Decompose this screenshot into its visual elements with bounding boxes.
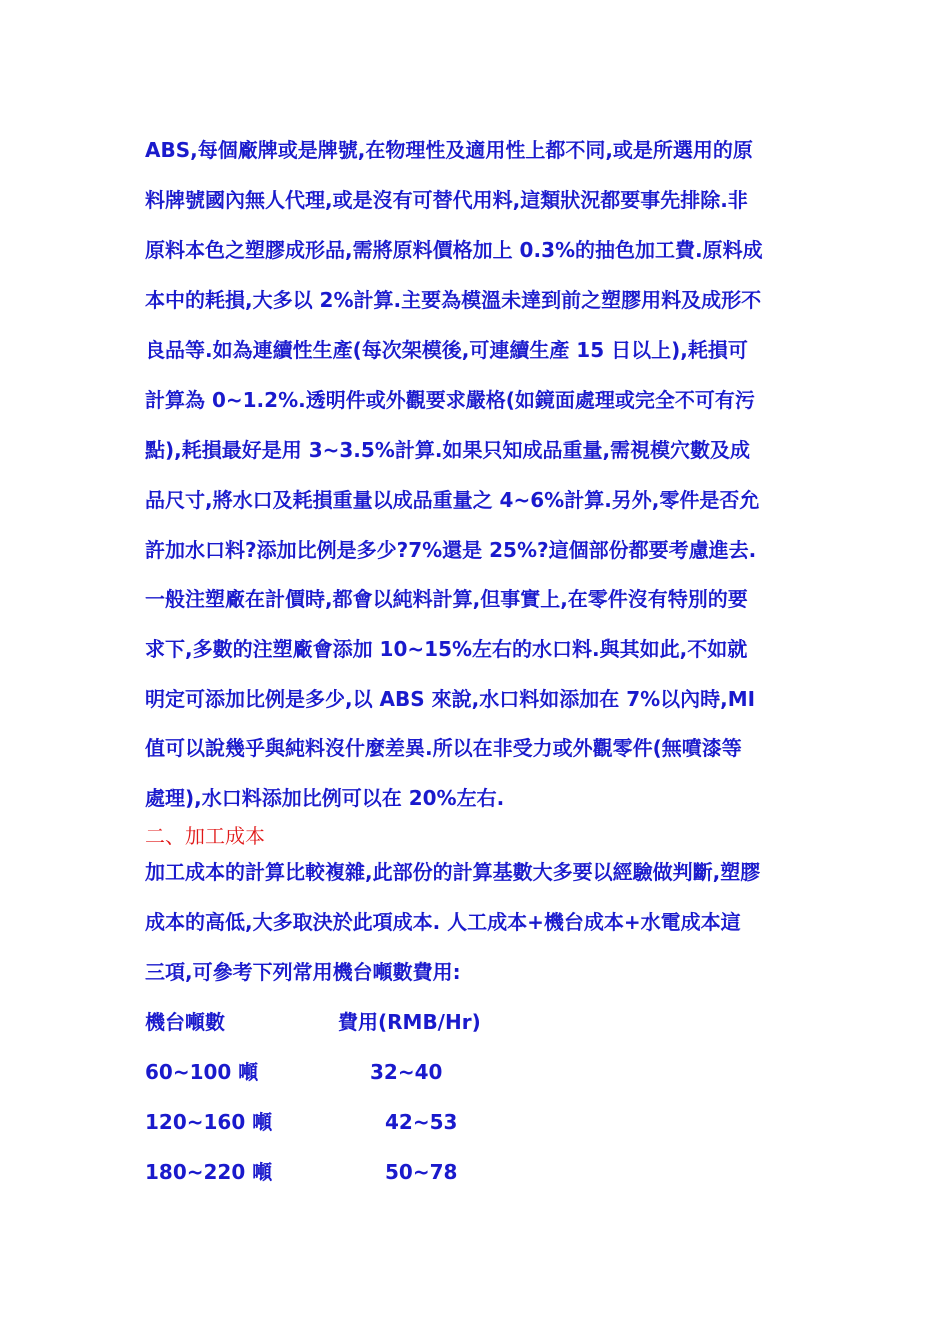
paragraph-1-line-8: 品尺寸,將水口及耗損重量以成品重量之 4~6%計算.另外,零件是否允 (145, 488, 760, 512)
paragraph-1-line-6: 計算為 0~1.2%.透明件或外觀要求嚴格(如鏡面處理或完全不可有污 (145, 388, 755, 412)
paragraph-1-line-12: 明定可添加比例是多少,以 ABS 來說,水口料如添加在 7%以內時,MI (145, 687, 756, 711)
table-header-cost: 費用(RMB/Hr) (338, 1010, 481, 1034)
table-row-3-cost: 50~78 (385, 1160, 458, 1184)
paragraph-1-line-14: 處理),水口料添加比例可以在 20%左右. (145, 786, 505, 810)
paragraph-1-line-7: 點),耗損最好是用 3~3.5%計算.如果只知成品重量,需視模穴數及成 (145, 438, 751, 462)
paragraph-1-line-4: 本中的耗損,大多以 2%計算.主要為模溫未達到前之塑膠用料及成形不 (145, 288, 762, 312)
table-row-2-cost: 42~53 (385, 1110, 458, 1134)
paragraph-2-line-1: 加工成本的計算比較複雜,此部份的計算基數大多要以經驗做判斷,塑膠 (145, 860, 761, 884)
paragraph-1-line-3: 原料本色之塑膠成形品,需將原料價格加上 0.3%的抽色加工費.原料成 (145, 238, 763, 262)
paragraph-2-line-3: 三項,可參考下列常用機台噸數費用: (145, 960, 461, 984)
paragraph-1-line-13: 值可以說幾乎與純料沒什麼差異.所以在非受力或外觀零件(無噴漆等 (145, 736, 742, 760)
paragraph-1-line-9: 許加水口料?添加比例是多少?7%還是 25%?這個部份都要考慮進去. (145, 538, 757, 562)
paragraph-1-line-11: 求下,多數的注塑廠會添加 10~15%左右的水口料.與其如此,不如就 (145, 637, 748, 661)
paragraph-1-line-5: 良品等.如為連續性生產(每次架模後,可連續生產 15 日以上),耗損可 (145, 338, 748, 362)
table-row-1-tonnage: 60~100 噸 (145, 1060, 259, 1084)
paragraph-1-line-1: ABS,每個廠牌或是牌號,在物理性及適用性上都不同,或是所選用的原 (145, 138, 753, 162)
table-row-2-tonnage: 120~160 噸 (145, 1110, 273, 1134)
section-heading: 二、加工成本 (145, 824, 265, 848)
paragraph-1-line-2: 料牌號國內無人代理,或是沒有可替代用料,這類狀況都要事先排除.非 (145, 188, 748, 212)
table-row-3-tonnage: 180~220 噸 (145, 1160, 273, 1184)
table-header-tonnage: 機台噸數 (145, 1010, 225, 1034)
paragraph-1-line-10: 一般注塑廠在計價時,都會以純料計算,但事實上,在零件沒有特別的要 (145, 587, 748, 611)
table-row-1-cost: 32~40 (370, 1060, 443, 1084)
paragraph-2-line-2: 成本的高低,大多取決於此項成本. 人工成本+機台成本+水電成本這 (145, 910, 741, 934)
